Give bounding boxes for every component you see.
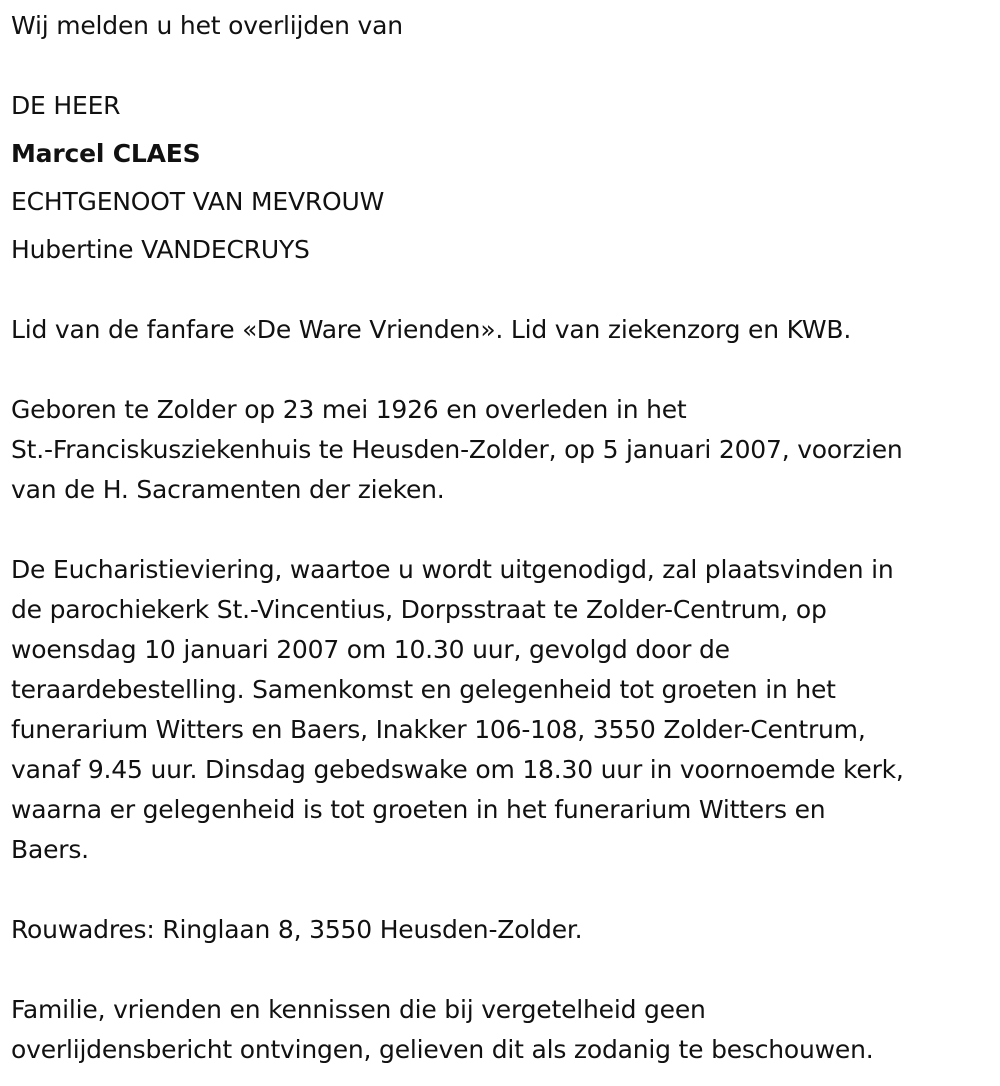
- memberships-line: Lid van de fanfare «De Ware Vrienden». Lid van ziekenzorg en KWB.: [11, 315, 852, 344]
- mourning-address: Rouwadres: Ringlaan 8, 3550 Heusden-Zolder.: [11, 915, 583, 944]
- paragraph-line: De Eucharistieviering, waartoe u wordt uitgenodigd, zal plaatsvinden in: [11, 555, 894, 584]
- paragraph-line: St.-Franciskusziekenhuis te Heusden-Zolder, op 5 januari 2007, voorzien: [11, 435, 903, 464]
- ceremony-paragraph: [11, 550, 904, 870]
- paragraph-line: van de H. Sacramenten der zieken.: [11, 475, 445, 504]
- deceased-name: Marcel CLAES: [11, 139, 201, 168]
- paragraph-line: teraardebestelling. Samenkomst en gelegenheid tot groeten in het: [11, 675, 836, 704]
- paragraph-line: Familie, vrienden en kennissen die bij vergetelheid geen: [11, 995, 706, 1024]
- title-prefix: DE HEER: [11, 91, 121, 120]
- intro-line: Wij melden u het overlijden van: [11, 11, 403, 40]
- paragraph-line: de parochiekerk St.-Vincentius, Dorpsstraat te Zolder-Centrum, op: [11, 595, 827, 624]
- paragraph-line: vanaf 9.45 uur. Dinsdag gebedswake om 18.30 uur in voornoemde kerk,: [11, 755, 904, 784]
- paragraph-line: Geboren te Zolder op 23 mei 1926 en overleden in het: [11, 395, 687, 424]
- closing-paragraph: [11, 990, 874, 1070]
- birth-death-paragraph: [11, 390, 903, 510]
- paragraph-line: Baers.: [11, 835, 89, 864]
- paragraph-line: funerarium Witters en Baers, Inakker 106-108, 3550 Zolder-Centrum,: [11, 715, 866, 744]
- paragraph-line: waarna er gelegenheid is tot groeten in het funerarium Witters en: [11, 795, 826, 824]
- spouse-name: Hubertine VANDECRUYS: [11, 235, 310, 264]
- relation-line: ECHTGENOOT VAN MEVROUW: [11, 187, 385, 216]
- paragraph-line: overlijdensbericht ontvingen, gelieven dit als zodanig te beschouwen.: [11, 1035, 874, 1064]
- paragraph-line: woensdag 10 januari 2007 om 10.30 uur, gevolgd door de: [11, 635, 730, 664]
